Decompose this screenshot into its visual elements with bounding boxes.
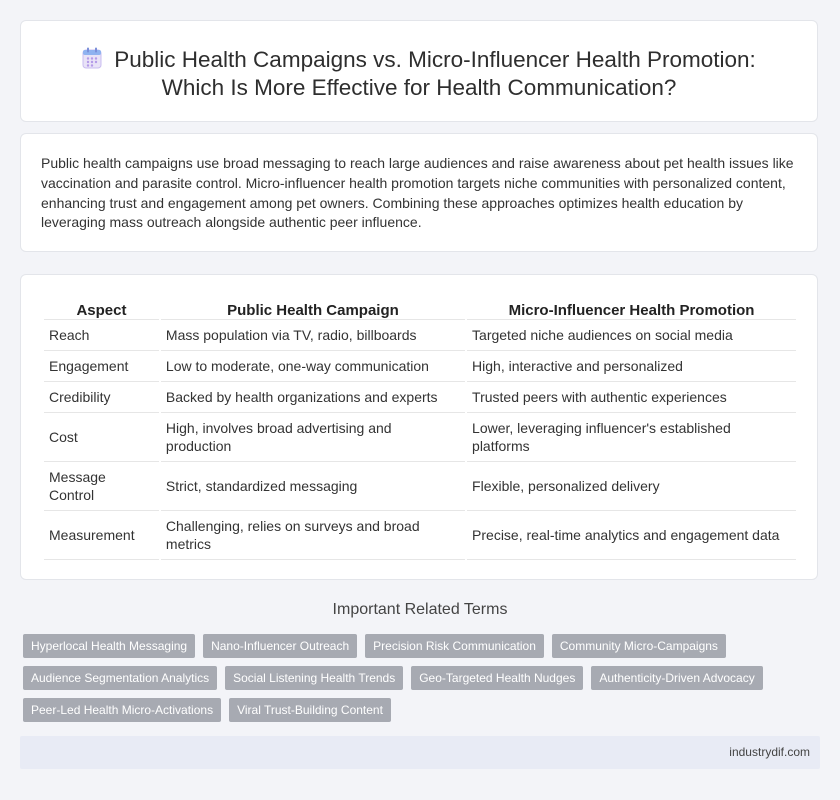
table-header-row bbox=[44, 295, 796, 320]
related-term-tag[interactable]: Precision Risk Communication bbox=[365, 634, 544, 658]
tag-row bbox=[23, 634, 783, 658]
table-row bbox=[44, 351, 796, 382]
public-health-cell: High, involves broad advertising and production bbox=[161, 413, 465, 462]
related-term-tag[interactable]: Social Listening Health Trends bbox=[225, 666, 403, 690]
tag-row bbox=[23, 666, 783, 690]
tag-row bbox=[23, 698, 783, 722]
micro-influencer-cell: Lower, leveraging influencer's established platforms bbox=[467, 413, 796, 462]
public-health-cell: Low to moderate, one-way communication bbox=[161, 351, 465, 382]
aspect-cell: Measurement bbox=[44, 511, 159, 560]
footer-site[interactable]: industrydif.com bbox=[729, 745, 810, 759]
related-term-tag[interactable]: Hyperlocal Health Messaging bbox=[23, 634, 195, 658]
related-terms-tags bbox=[23, 634, 783, 730]
header-public-health: Public Health Campaign bbox=[161, 295, 465, 320]
title-line-2: Which Is More Effective for Health Communication? bbox=[161, 75, 677, 100]
title-line-1-wrap bbox=[82, 47, 756, 72]
aspect-cell: Reach bbox=[44, 320, 159, 351]
related-term-tag[interactable]: Nano-Influencer Outreach bbox=[203, 634, 357, 658]
aspect-cell: Credibility bbox=[44, 382, 159, 413]
title-line-1: Public Health Campaigns vs. Micro-Influencer Health Promotion: bbox=[114, 47, 756, 72]
public-health-cell: Challenging, relies on surveys and broad metrics bbox=[161, 511, 465, 560]
header-aspect: Aspect bbox=[44, 295, 159, 320]
table-row bbox=[44, 511, 796, 560]
related-term-tag[interactable]: Geo-Targeted Health Nudges bbox=[411, 666, 583, 690]
intro-paragraph: Public health campaigns use broad messaging to reach large audiences and raise awareness about pet health issues like vaccination and parasite control. Micro-influencer health promotion targets niche communities with personalized content, enhancing trust and engagement among pet owners. Combining these approaches optimizes health education by leveraging mass outreach alongside authentic peer influence. bbox=[41, 155, 794, 231]
table-row bbox=[44, 382, 796, 413]
related-term-tag[interactable]: Audience Segmentation Analytics bbox=[23, 666, 217, 690]
micro-influencer-cell: Flexible, personalized delivery bbox=[467, 462, 796, 511]
related-term-tag[interactable]: Viral Trust-Building Content bbox=[229, 698, 391, 722]
aspect-cell: Cost bbox=[44, 413, 159, 462]
intro-card bbox=[20, 133, 818, 252]
public-health-cell: Backed by health organizations and experts bbox=[161, 382, 465, 413]
aspect-cell: Engagement bbox=[44, 351, 159, 382]
header-micro-influencer: Micro-Influencer Health Promotion bbox=[467, 295, 796, 320]
related-terms-title: Important Related Terms bbox=[332, 601, 508, 618]
micro-influencer-cell: Targeted niche audiences on social media bbox=[467, 320, 796, 351]
comparison-table bbox=[42, 295, 798, 560]
aspect-cell: Message Control bbox=[44, 462, 159, 511]
table-row bbox=[44, 462, 796, 511]
related-term-tag[interactable]: Community Micro-Campaigns bbox=[552, 634, 726, 658]
footer bbox=[20, 736, 820, 769]
micro-influencer-cell: Precise, real-time analytics and engagement data bbox=[467, 511, 796, 560]
related-term-tag[interactable]: Authenticity-Driven Advocacy bbox=[591, 666, 762, 690]
micro-influencer-cell: Trusted peers with authentic experiences bbox=[467, 382, 796, 413]
public-health-cell: Mass population via TV, radio, billboards bbox=[161, 320, 465, 351]
related-term-tag[interactable]: Peer-Led Health Micro-Activations bbox=[23, 698, 221, 722]
comparison-card bbox=[20, 274, 818, 580]
public-health-cell: Strict, standardized messaging bbox=[161, 462, 465, 511]
table-row bbox=[44, 320, 796, 351]
title-card bbox=[20, 20, 818, 122]
micro-influencer-cell: High, interactive and personalized bbox=[467, 351, 796, 382]
page-title bbox=[21, 46, 817, 102]
calendar-icon bbox=[82, 47, 102, 69]
table-row bbox=[44, 413, 796, 462]
